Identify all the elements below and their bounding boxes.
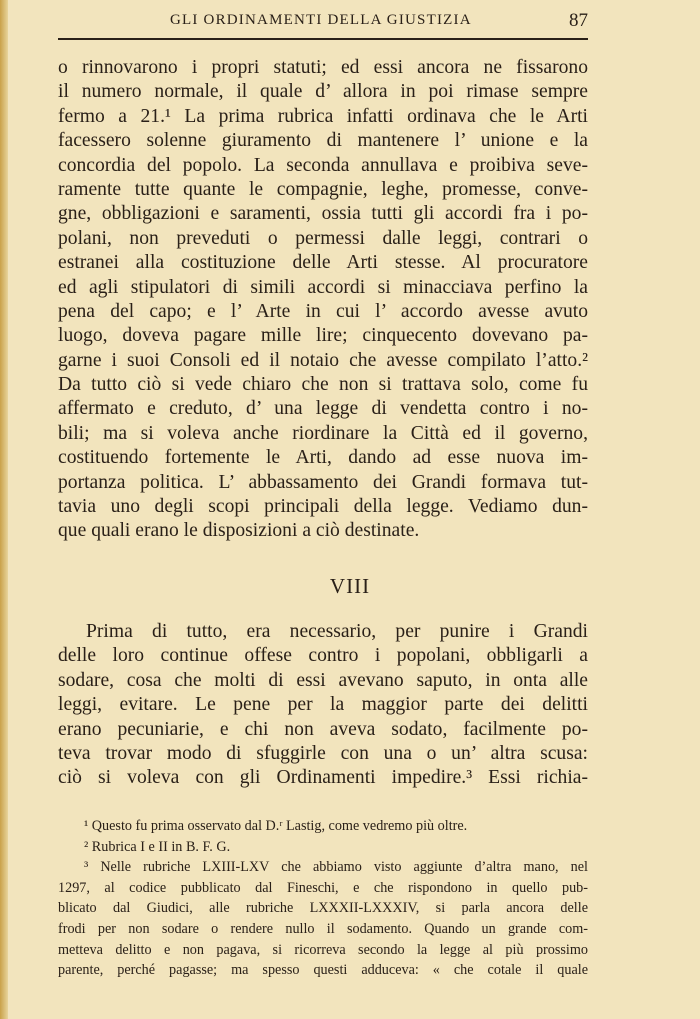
paragraph-2 [58, 620, 588, 791]
text-line: leggi, evitare. Le pene per la maggior parte dei delitti [58, 694, 588, 716]
text-line: polani, non preveduti o permessi dalle leggi, contrari o [58, 227, 588, 249]
text-line: portanza politica. L’ abbassamento dei Grandi formava tut- [58, 471, 588, 493]
paragraph-1 [58, 56, 588, 544]
page-edge [0, 0, 8, 1019]
text-line: bili; ma si voleva anche riordinare la Città ed il governo, [58, 422, 588, 444]
section-heading: VIII [329, 574, 371, 598]
footnote-2: ² Rubrica I e II in B. F. G. [84, 838, 231, 855]
text-line: tavia uno degli scopi principali della legge. Vediamo dun- [58, 496, 588, 518]
text-line: luogo, doveva pagare mille lire; cinquecento dovevano pa- [58, 325, 588, 347]
text-line: costituendo fortemente le Arti, dando ad esse nuova im- [58, 447, 588, 469]
text-line: pena del capo; e l’ Arte in cui l’ accordo avesse avuto [58, 300, 588, 322]
footnote-3-line: 1297, al codice pubblicato dal Fineschi, e che rispondono in quello pub- [58, 879, 588, 896]
text-line: affermato e creduto, d’ una legge di vendetta contro i no- [58, 398, 588, 420]
footnote-3-line: parente, perché pagasse; ma spesso questi adduceva: « che cotale il quale [58, 962, 588, 979]
text-line: erano pecuniarie, e chi non aveva sodato, facilmente po- [58, 718, 588, 740]
text-line: il numero normale, il quale d’ allora in poi rimase sempre [58, 81, 588, 103]
text-line: delle loro continue offese contro i popolani, obbligarli a [58, 645, 588, 667]
footnote-1: ¹ Questo fu prima osservato dal D.ʳ Lastig, come vedremo più oltre. [84, 818, 468, 834]
text-line: garne i suoi Consoli ed il notaio che avesse compilato l’atto.² [58, 349, 588, 371]
text-line: gne, obbligazioni e saramenti, ossia tutti gli accordi fra i po- [58, 203, 588, 225]
text-line: Da tutto ciò si vede chiaro che non si trattava solo, come fu [58, 374, 588, 396]
footnote-3: ³ Nelle rubriche LXIII-LXV che abbiamo visto aggiunte d’altra mano, nel [84, 859, 588, 876]
text-line: ed agli stipulatori di simili accordi si minacciava perfino la [58, 276, 588, 298]
text-line: ramente tutte quante le compagnie, leghe, promesse, conve- [58, 178, 588, 200]
text-line: que quali erano le disposizioni a ciò destinate. [58, 520, 420, 542]
text-line: fermo a 21.¹ La prima rubrica infatti ordinava che le Arti [58, 105, 588, 127]
text-line: estranei alla costituzione delle Arti stesse. Al procuratore [58, 252, 588, 274]
page-header [58, 10, 588, 36]
page-number: 87 [569, 10, 588, 31]
text-line: facessero solenne giuramento di mantenere l’ unione e la [58, 130, 588, 152]
footnote-3-line: blicato dal Giudici, alle rubriche LXXXII-LXXXIV, si parla ancora delle [58, 900, 588, 917]
text-line: Prima di tutto, era necessario, per punire i Grandi [86, 621, 588, 642]
footnote-3-line: metteva delitto e non pagava, si ricorreva secondo la legge al più prossimo [58, 941, 588, 958]
text-line: teva trovar modo di sfuggirle con una o un’ altra scusa: [58, 742, 588, 764]
footnote-3-line: frodi per non sodare o rendere nullo il sodamento. Quando un grande com- [58, 920, 588, 937]
text-line: o rinnovarono i propri statuti; ed essi ancora ne fissarono [58, 57, 588, 78]
header-rule [58, 38, 588, 40]
text-line: concordia del popolo. La seconda annullava e proibiva seve- [58, 154, 588, 176]
footnotes [58, 816, 588, 981]
running-head: GLI ORDINAMENTI DELLA GIUSTIZIA [170, 12, 472, 28]
text-line: ciò si voleva con gli Ordinamenti impedire.³ Essi richia- [58, 767, 588, 789]
text-line: sodare, cosa che molti di essi avevano saputo, in onta alle [58, 669, 588, 691]
